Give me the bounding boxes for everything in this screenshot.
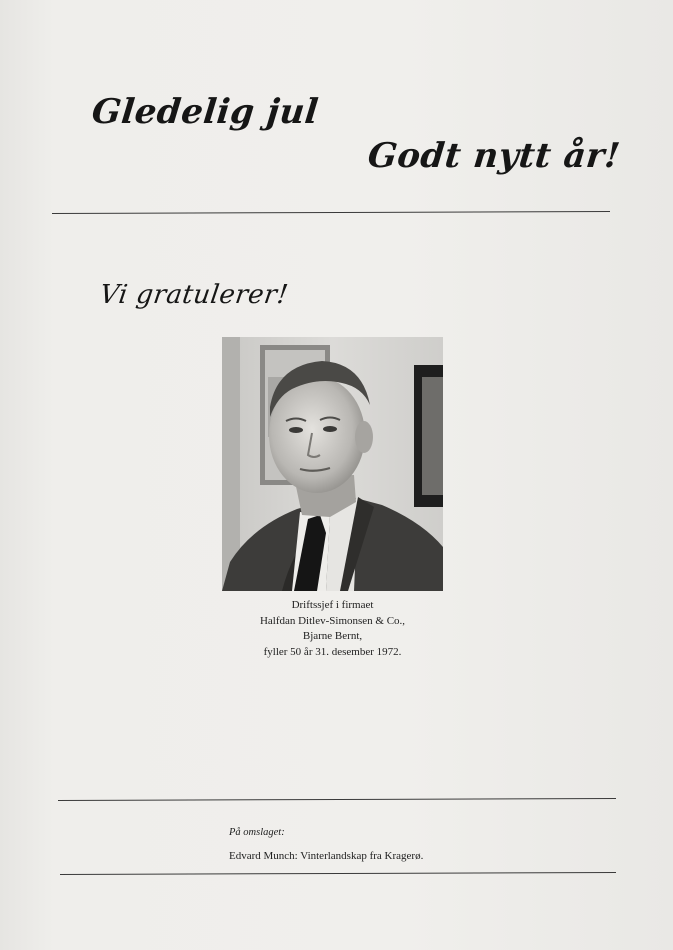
caption-line: Halfdan Ditlev-Simonsen & Co., — [259, 614, 406, 627]
congratulation-heading: Vi gratulerer! — [97, 280, 291, 310]
caption-line: Driftssjef i firmaet — [291, 599, 374, 611]
divider-bottom — [60, 872, 616, 875]
greeting-christmas: Gledelig jul — [89, 92, 321, 132]
divider-top — [52, 211, 610, 214]
caption-line: Bjarne Bernt, — [302, 630, 363, 642]
cover-label: På omslaget: — [229, 827, 285, 838]
divider-middle — [58, 798, 616, 801]
photo-caption — [222, 598, 443, 660]
cover-description: Edvard Munch: Vinterlandskap fra Kragerø. — [229, 850, 424, 862]
greeting-new-year: Godt nytt år! — [365, 136, 623, 176]
portrait-photo — [222, 337, 443, 591]
caption-line: fyller 50 år 31. desember 1972. — [263, 645, 402, 658]
